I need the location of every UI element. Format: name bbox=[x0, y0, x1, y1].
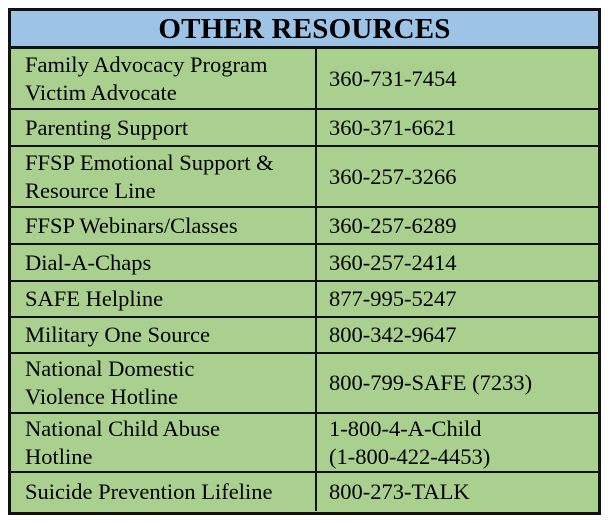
resource-phone-cell bbox=[317, 208, 598, 243]
resource-name-cell bbox=[11, 318, 317, 352]
resource-phone-cell bbox=[317, 473, 598, 511]
resource-name: National Child Abuse Hotline bbox=[25, 415, 220, 469]
resource-name-cell bbox=[11, 110, 317, 145]
resource-phone: 800-273-TALK bbox=[329, 479, 470, 504]
resource-phone-cell bbox=[317, 282, 598, 316]
resource-phone-cell bbox=[317, 147, 598, 206]
table-row bbox=[11, 49, 598, 110]
resource-name: SAFE Helpline bbox=[25, 286, 164, 311]
table-row bbox=[11, 414, 598, 473]
resource-phone-cell bbox=[317, 49, 598, 108]
table-row bbox=[11, 354, 598, 414]
resource-name-cell bbox=[11, 245, 317, 280]
table-body bbox=[11, 49, 598, 511]
resource-phone: 360-257-6289 bbox=[329, 212, 457, 238]
table-row bbox=[11, 473, 598, 511]
resource-name: FFSP Webinars/Classes bbox=[25, 212, 238, 238]
table-row bbox=[11, 245, 598, 282]
resource-name-cell bbox=[11, 414, 317, 471]
resource-phone: 360-731-7454 bbox=[329, 65, 457, 91]
table-title: OTHER RESOURCES bbox=[158, 13, 451, 45]
table-row bbox=[11, 147, 598, 208]
table-row bbox=[11, 208, 598, 245]
resource-name-cell bbox=[11, 147, 317, 206]
resource-name-cell bbox=[11, 473, 317, 511]
resource-name-cell bbox=[11, 282, 317, 316]
resource-phone: 800-799-SAFE (7233) bbox=[329, 370, 533, 395]
resource-phone: 360-257-2414 bbox=[329, 249, 457, 275]
resource-phone: 1-800-4-A-Child (1-800-422-4453) bbox=[329, 415, 491, 469]
table-row bbox=[11, 318, 598, 354]
resource-phone-cell bbox=[317, 318, 598, 352]
resource-phone-cell bbox=[317, 354, 598, 412]
resource-name: Parenting Support bbox=[25, 114, 189, 140]
resource-phone: 877-995-5247 bbox=[329, 286, 457, 311]
resource-phone-cell bbox=[317, 245, 598, 280]
resource-name-cell bbox=[11, 49, 317, 108]
table-header bbox=[11, 11, 598, 49]
resource-phone-cell bbox=[317, 414, 598, 471]
resource-name: Military One Source bbox=[25, 322, 210, 347]
resource-name: National Domestic Violence Hotline bbox=[25, 356, 195, 409]
resource-phone-cell bbox=[317, 110, 598, 145]
resource-phone: 800-342-9647 bbox=[329, 322, 457, 347]
table-row bbox=[11, 282, 598, 318]
resource-name: Family Advocacy Program Victim Advocate bbox=[25, 51, 268, 105]
resource-name: Dial-A-Chaps bbox=[25, 249, 152, 275]
resource-name: FFSP Emotional Support & Resource Line bbox=[25, 149, 274, 203]
resource-phone: 360-371-6621 bbox=[329, 114, 457, 140]
resource-name: Suicide Prevention Lifeline bbox=[25, 479, 273, 504]
resource-name-cell bbox=[11, 208, 317, 243]
resource-phone: 360-257-3266 bbox=[329, 163, 457, 189]
resources-table bbox=[8, 8, 601, 515]
resource-name-cell bbox=[11, 354, 317, 412]
table-row bbox=[11, 110, 598, 147]
